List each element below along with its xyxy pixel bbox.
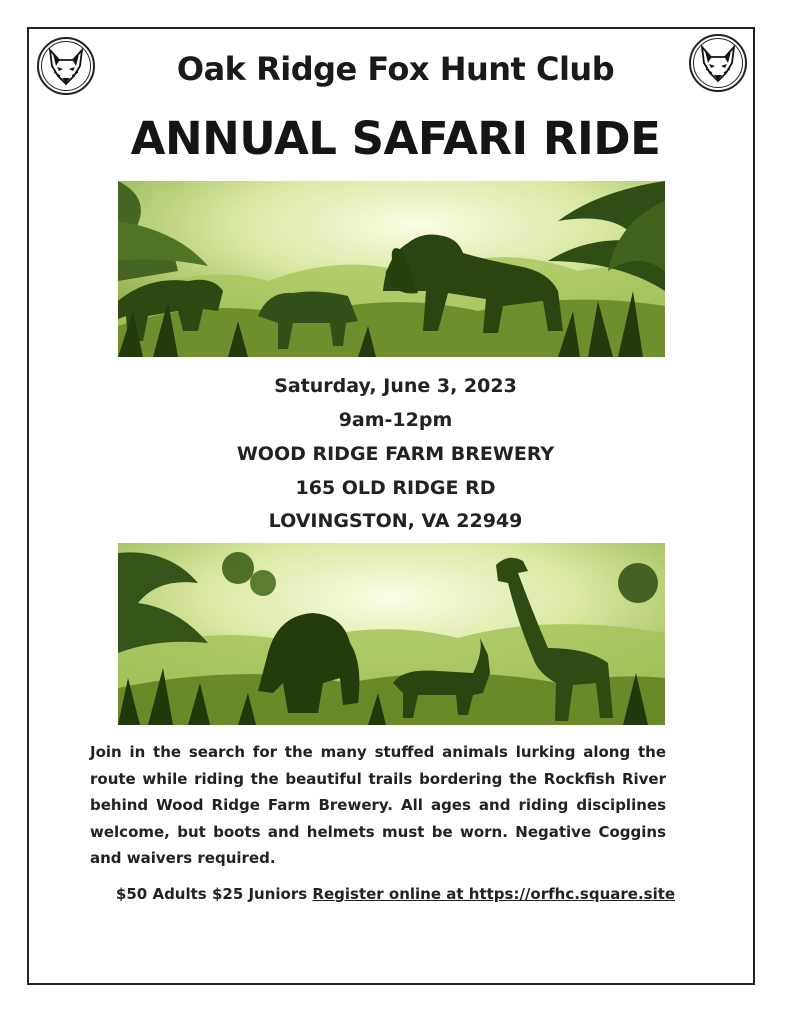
jungle-giraffe-banner — [118, 543, 665, 725]
register-link[interactable]: Register online at https://orfhc.square.site — [312, 885, 676, 903]
event-venue: WOOD RIDGE FARM BREWERY — [236, 443, 555, 465]
pricing-line — [0, 885, 791, 903]
jungle-lion-banner — [118, 181, 665, 357]
event-description: Join in the search for the many stuffed animals lurking along the route while riding the beautiful trails bordering the Rockfish River behind Wood Ridge Farm Brewery. All ages and riding disciplines welcome, but boots and helmets must be worn. Negative Coggins and waivers required. — [90, 743, 666, 867]
event-time: 9am-12pm — [338, 409, 453, 431]
event-date: Saturday, June 3, 2023 — [274, 375, 517, 397]
event-title: ANNUAL SAFARI RIDE — [130, 112, 661, 165]
event-city: LOVINGSTON, VA 22949 — [268, 510, 523, 532]
ticket-prices: $50 Adults $25 Juniors — [115, 885, 308, 903]
event-street: 165 OLD RIDGE RD — [295, 477, 496, 499]
club-name: Oak Ridge Fox Hunt Club — [176, 50, 615, 88]
